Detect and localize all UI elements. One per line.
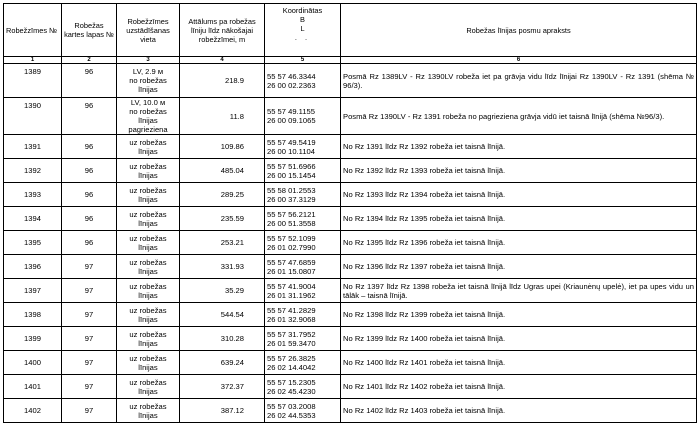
coordinates-cell	[265, 399, 341, 423]
longitude-l-value: 26 02 45.4230	[267, 386, 316, 396]
installation-place-line: LV, 10.0 м	[130, 98, 166, 107]
table-row	[4, 327, 697, 351]
coordinates-cell	[265, 375, 341, 399]
segment-description-cell: No Rz 1397 līdz Rz 1398 robeža iet taisnā līnijā līdz Ugras upei (Kriaunėnų upelė), iet pa upes vidu un tālāk – taisnā līnijā.	[341, 279, 697, 303]
coordinates-cell	[265, 135, 341, 159]
installation-place-line: līnijas	[138, 362, 158, 372]
installation-place-cell	[117, 98, 180, 135]
segment-description-cell: No Rz 1395 līdz Rz 1396 robeža iet taisnā līnijā.	[341, 231, 697, 255]
installation-place-cell	[117, 231, 180, 255]
marker-number-cell: 1400	[4, 351, 62, 375]
table-row	[4, 279, 697, 303]
installation-place-line: uz robežas	[129, 377, 167, 387]
installation-place-line: līnijas	[138, 314, 158, 324]
longitude-l-value: 26 01 59.3470	[267, 338, 316, 348]
installation-place-line: LV, 2.9 м	[132, 67, 164, 76]
longitude-l-value: 26 00 10.1104	[267, 146, 315, 156]
map-sheet-cell: 97	[62, 255, 117, 279]
installation-place-cell	[117, 64, 180, 98]
header-coordinates	[265, 4, 341, 57]
installation-place-line: līnijas	[138, 242, 158, 252]
segment-description-cell: No Rz 1394 līdz Rz 1395 robeža iet taisnā līnijā.	[341, 207, 697, 231]
installation-place-line: uz robežas	[129, 209, 167, 219]
installation-place-line: uz robežas	[129, 305, 167, 315]
table-row	[4, 159, 697, 183]
installation-place-line: līnijas	[138, 194, 158, 204]
table-body	[4, 64, 697, 423]
latitude-b-value: 55 57 26.3825	[267, 353, 316, 363]
header-map-sheet: Robežas kartes lapas №	[62, 4, 117, 57]
installation-place-cell	[117, 303, 180, 327]
installation-place-line: līnijas	[138, 85, 158, 94]
column-number: 5	[265, 57, 341, 64]
table-row	[4, 303, 697, 327]
installation-place-line: uz robežas	[129, 185, 167, 195]
installation-place-line: pagrieziena	[128, 125, 168, 134]
table-row	[4, 399, 697, 423]
map-sheet-cell: 96	[62, 159, 117, 183]
installation-place-cell	[117, 279, 180, 303]
column-number: 4	[180, 57, 265, 64]
installation-place-cell	[117, 351, 180, 375]
longitude-l-value: 26 01 31.1962	[267, 290, 316, 300]
distance-value: 310.28	[220, 334, 244, 343]
installation-place-cell	[117, 399, 180, 423]
latitude-b-value: 55 58 01.2553	[267, 185, 316, 195]
map-sheet-cell: 96	[62, 98, 117, 135]
table-row	[4, 64, 697, 98]
distance-value: 235.59	[220, 214, 244, 223]
distance-cell	[180, 64, 265, 98]
map-sheet-cell: 96	[62, 183, 117, 207]
column-number: 6	[341, 57, 697, 64]
header-coordinates-l: L	[300, 24, 305, 33]
distance-cell	[180, 279, 265, 303]
table-row	[4, 231, 697, 255]
distance-value: 253.21	[220, 238, 244, 247]
marker-number-cell: 1391	[4, 135, 62, 159]
installation-place-line: uz robežas	[129, 137, 167, 147]
longitude-l-value: 26 02 44.5353	[267, 410, 316, 420]
map-sheet-cell: 97	[62, 327, 117, 351]
map-sheet-cell: 97	[62, 399, 117, 423]
latitude-b-value: 55 57 49.5419	[267, 137, 316, 147]
installation-place-line: no robežas	[129, 76, 167, 85]
distance-cell	[180, 375, 265, 399]
segment-description-cell: Posmā Rz 1390LV - Rz 1391 robeža no pagrieziena grāvja vidū iet taisnā līnijā (shēma №96/3).	[341, 98, 697, 135]
longitude-l-value: 26 00 15.1454	[267, 170, 316, 180]
latitude-b-value: 55 57 41.2829	[267, 305, 316, 315]
map-sheet-cell: 96	[62, 207, 117, 231]
segment-description-cell: No Rz 1399 līdz Rz 1400 robeža iet taisnā līnijā.	[341, 327, 697, 351]
longitude-l-value: 26 02 14.4042	[267, 362, 316, 372]
distance-cell	[180, 327, 265, 351]
latitude-b-value: 55 57 47.6859	[267, 257, 316, 267]
installation-place-line: līnijas	[138, 116, 158, 125]
column-number: 1	[4, 57, 62, 64]
column-number-row	[4, 57, 697, 64]
map-sheet-cell: 97	[62, 375, 117, 399]
distance-cell	[180, 399, 265, 423]
table-row	[4, 183, 697, 207]
installation-place-line: uz robežas	[129, 329, 167, 339]
installation-place-line: uz robežas	[129, 233, 167, 243]
installation-place-line: līnijas	[138, 170, 158, 180]
distance-value: 289.25	[220, 190, 244, 199]
distance-value: 218.9	[224, 76, 244, 85]
distance-value: 544.54	[220, 310, 244, 319]
installation-place-cell	[117, 159, 180, 183]
coordinates-cell	[265, 64, 341, 98]
coordinates-cell	[265, 279, 341, 303]
distance-cell	[180, 98, 265, 135]
table-header-row	[4, 4, 697, 57]
installation-place-cell	[117, 375, 180, 399]
table-row	[4, 98, 697, 135]
distance-value: 485.04	[220, 166, 244, 175]
distance-cell	[180, 159, 265, 183]
marker-number-cell: 1396	[4, 255, 62, 279]
map-sheet-cell: 96	[62, 135, 117, 159]
segment-description-cell: No Rz 1398 līdz Rz 1399 robeža iet taisnā līnijā.	[341, 303, 697, 327]
table-row	[4, 135, 697, 159]
marker-number-cell: 1394	[4, 207, 62, 231]
installation-place-cell	[117, 135, 180, 159]
marker-number-cell: 1390	[4, 98, 62, 135]
coordinates-cell	[265, 255, 341, 279]
header-distance: Attālums pa robežas līniju līdz nākošajai robežzīmei, m	[180, 4, 265, 57]
coordinates-cell	[265, 231, 341, 255]
latitude-b-value: 55 57 41.9004	[267, 281, 316, 291]
marker-number-cell: 1398	[4, 303, 62, 327]
header-marker-number: Robežzīmes №	[4, 4, 62, 57]
distance-cell	[180, 351, 265, 375]
header-coordinates-b: B	[300, 15, 305, 24]
latitude-b-value: 55 57 49.1155	[267, 107, 315, 116]
marker-number-cell: 1393	[4, 183, 62, 207]
latitude-b-value: 55 57 31.7952	[267, 329, 316, 339]
longitude-l-value: 26 00 51.3558	[267, 218, 316, 228]
distance-cell	[180, 135, 265, 159]
latitude-b-value: 55 57 03.2008	[267, 401, 316, 411]
table-row	[4, 255, 697, 279]
distance-value: 35.29	[224, 286, 244, 295]
distance-cell	[180, 255, 265, 279]
distance-value: 372.37	[220, 382, 244, 391]
installation-place-line: līnijas	[138, 386, 158, 396]
latitude-b-value: 55 57 51.6966	[267, 161, 316, 171]
installation-place-cell	[117, 207, 180, 231]
map-sheet-cell: 96	[62, 64, 117, 98]
installation-place-line: līnijas	[138, 290, 158, 300]
coordinates-cell	[265, 183, 341, 207]
header-coordinates-title: Koordinātas	[282, 6, 323, 15]
header-installation-place: Robežzīmes uzstādīšanas vieta	[117, 4, 180, 57]
distance-cell	[180, 303, 265, 327]
marker-number-cell: 1389	[4, 64, 62, 98]
installation-place-line: uz robežas	[129, 401, 167, 411]
map-sheet-cell: 97	[62, 303, 117, 327]
longitude-l-value: 26 01 15.0807	[267, 266, 316, 276]
segment-description-cell: No Rz 1400 līdz Rz 1401 robeža iet taisnā līnijā.	[341, 351, 697, 375]
segment-description-cell: No Rz 1396 līdz Rz 1397 robeža iet taisnā līnijā.	[341, 255, 697, 279]
segment-description-cell: No Rz 1402 līdz Rz 1403 robeža iet taisnā līnijā.	[341, 399, 697, 423]
coordinates-cell	[265, 159, 341, 183]
coordinates-cell	[265, 351, 341, 375]
column-number: 2	[62, 57, 117, 64]
coordinates-cell	[265, 327, 341, 351]
border-description-document	[3, 3, 696, 423]
marker-number-cell: 1401	[4, 375, 62, 399]
installation-place-line: uz robežas	[129, 161, 167, 171]
header-coordinates-dots: . .	[294, 33, 311, 42]
table-row	[4, 207, 697, 231]
segment-description-cell: No Rz 1393 līdz Rz 1394 robeža iet taisnā līnijā.	[341, 183, 697, 207]
distance-value: 331.93	[220, 262, 244, 271]
installation-place-line: uz robežas	[129, 257, 167, 267]
segment-description-cell: Posmā Rz 1389LV - Rz 1390LV robeža iet pa grāvja vidu līdz līnijai Rz 1390LV - Rz 1391 (shēma № 96/3).	[341, 64, 697, 98]
installation-place-cell	[117, 255, 180, 279]
installation-place-line: uz robežas	[129, 281, 167, 291]
segment-description-cell: No Rz 1392 līdz Rz 1393 robeža iet taisnā līnijā.	[341, 159, 697, 183]
latitude-b-value: 55 57 56.2121	[267, 209, 316, 219]
map-sheet-cell: 96	[62, 231, 117, 255]
map-sheet-cell: 97	[62, 279, 117, 303]
distance-cell	[180, 231, 265, 255]
longitude-l-value: 26 01 32.9068	[267, 314, 316, 324]
installation-place-cell	[117, 183, 180, 207]
installation-place-line: līnijas	[138, 338, 158, 348]
marker-number-cell: 1399	[4, 327, 62, 351]
coordinates-cell	[265, 98, 341, 135]
marker-number-cell: 1392	[4, 159, 62, 183]
border-markers-table	[3, 3, 697, 423]
distance-cell	[180, 207, 265, 231]
installation-place-line: no robežas	[129, 107, 167, 116]
column-number: 3	[117, 57, 180, 64]
table-row	[4, 375, 697, 399]
installation-place-line: līnijas	[138, 218, 158, 228]
distance-value: 639.24	[220, 358, 244, 367]
marker-number-cell: 1397	[4, 279, 62, 303]
latitude-b-value: 55 57 52.1099	[267, 233, 316, 243]
longitude-l-value: 26 00 37.3129	[267, 194, 316, 204]
installation-place-line: līnijas	[138, 410, 158, 420]
header-segment-description: Robežas līnijas posmu apraksts	[341, 4, 697, 57]
distance-value: 387.12	[220, 406, 244, 415]
longitude-l-value: 26 00 02.2363	[267, 80, 316, 90]
installation-place-line: uz robežas	[129, 353, 167, 363]
latitude-b-value: 55 57 15.2305	[267, 377, 316, 387]
distance-cell	[180, 183, 265, 207]
latitude-b-value: 55 57 46.3344	[267, 71, 316, 81]
coordinates-cell	[265, 207, 341, 231]
marker-number-cell: 1395	[4, 231, 62, 255]
map-sheet-cell: 97	[62, 351, 117, 375]
longitude-l-value: 26 01 02.7990	[267, 242, 316, 252]
coordinates-cell	[265, 303, 341, 327]
table-row	[4, 351, 697, 375]
longitude-l-value: 26 00 09.1065	[267, 116, 316, 125]
distance-value: 11.8	[229, 111, 244, 121]
installation-place-line: līnijas	[138, 266, 158, 276]
segment-description-cell: No Rz 1401 līdz Rz 1402 robeža iet taisnā līnijā.	[341, 375, 697, 399]
segment-description-cell: No Rz 1391 līdz Rz 1392 robeža iet taisnā līnijā.	[341, 135, 697, 159]
marker-number-cell: 1402	[4, 399, 62, 423]
distance-value: 109.86	[220, 142, 244, 151]
installation-place-cell	[117, 327, 180, 351]
installation-place-line: līnijas	[138, 146, 158, 156]
